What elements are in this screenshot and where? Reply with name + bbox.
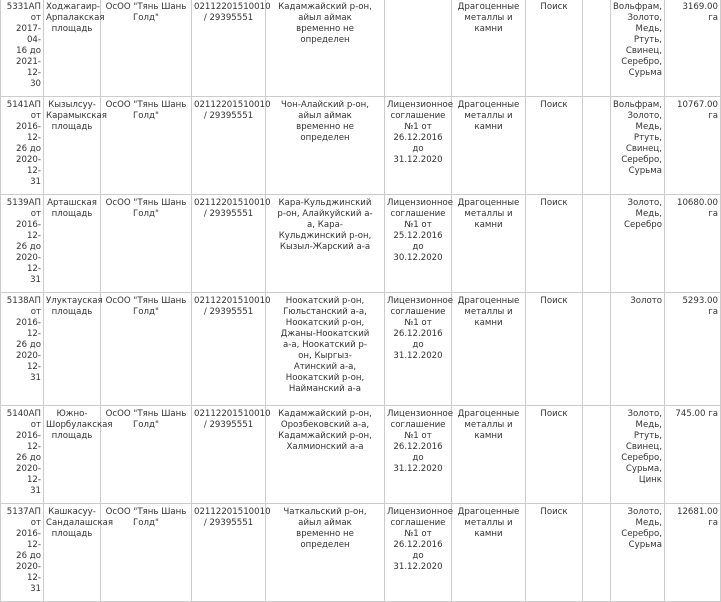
mineral-type-cell: Драгоценные металлы и камни [452,406,526,504]
location-cell: Кадамжайский р-он, айыл аймак временно не определен [266,0,385,97]
company-cell: ОсОО "Тянь Шань Голд" [101,406,192,504]
inn-cell: 02112201510010 / 29395551 [192,0,266,97]
location-cell: Кадамжайский р-он, Орозбековский а-а, Кадамжайский р-он, Халмионский а-а [266,406,385,504]
area-name-cell: Южно- Шорбулакская площадь [44,406,101,504]
area-name-cell: Кашкасуу- Сандалашская площадь [44,504,101,602]
empty-cell [583,406,611,504]
company-cell: ОсОО "Тянь Шань Голд" [101,97,192,195]
area-name-cell: Арташская площадь [44,195,101,293]
location-cell: Чаткальский р-он, айыл аймак временно не определен [266,504,385,602]
table-row [1,195,721,293]
stage-cell: Поиск [526,195,583,293]
license-number-cell: 5139АП от 2016-12- 26 до 2020-12- 31 [1,195,44,293]
components-cell: Золото, Медь, Серебро, Сурьма [611,504,665,602]
agreement-cell: Лицензионное соглашение №1 от 26.12.2016 до 31.12.2020 [385,406,452,504]
empty-cell [583,97,611,195]
stage-cell: Поиск [526,293,583,406]
area-name-cell: Ходжагаир- Арпалакская площадь [44,0,101,97]
mineral-type-cell: Драгоценные металлы и камни [452,195,526,293]
table-row [1,504,721,602]
mineral-type-cell: Драгоценные металлы и камни [452,0,526,97]
components-cell: Вольфрам, Золото, Медь, Ртуть, Свинец, Серебро, Сурьма [611,0,665,97]
area-size-cell: 10680.00 га [665,195,721,293]
mineral-type-cell: Драгоценные металлы и камни [452,504,526,602]
agreement-cell: Лицензионное соглашение №1 от 26.12.2016 до 31.12.2020 [385,97,452,195]
area-size-cell: 3169.00 га [665,0,721,97]
license-number-cell: 5140АП от 2016-12- 26 до 2020-12- 31 [1,406,44,504]
company-cell: ОсОО "Тянь Шань Голд" [101,0,192,97]
empty-cell [583,504,611,602]
license-number-cell: 5138АП от 2016-12- 26 до 2020-12- 31 [1,293,44,406]
area-name-cell: Кызылсуу- Карамыкская площадь [44,97,101,195]
stage-cell: Поиск [526,97,583,195]
components-cell: Золото, Медь, Ртуть, Свинец, Серебро, Сурьма, Цинк [611,406,665,504]
mineral-type-cell: Драгоценные металлы и камни [452,293,526,406]
license-number-cell: 5141АП от 2016-12- 26 до 2020-12- 31 [1,97,44,195]
area-name-cell: Улуктауская площадь [44,293,101,406]
components-cell: Вольфрам, Золото, Медь, Ртуть, Свинец, Серебро, Сурьма [611,97,665,195]
components-cell: Золото, Медь, Серебро [611,195,665,293]
area-size-cell: 5293.00 га [665,293,721,406]
agreement-cell [385,0,452,97]
company-cell: ОсОО "Тянь Шань Голд" [101,293,192,406]
inn-cell: 02112201510010 / 29395551 [192,97,266,195]
agreement-cell: Лицензионное соглашение №1 от 26.12.2016 до 31.12.2020 [385,293,452,406]
inn-cell: 02112201510010 / 29395551 [192,406,266,504]
table-row [1,293,721,406]
company-cell: ОсОО "Тянь Шань Голд" [101,504,192,602]
components-cell: Золото [611,293,665,406]
location-cell: Чон-Алайский р-он, айыл аймак временно не определен [266,97,385,195]
empty-cell [583,195,611,293]
area-size-cell: 10767.00 га [665,97,721,195]
empty-cell [583,0,611,97]
mineral-type-cell: Драгоценные металлы и камни [452,97,526,195]
license-number-cell: 5331АП от 2017-04- 16 до 2021-12- 30 [1,0,44,97]
company-cell: ОсОО "Тянь Шань Голд" [101,195,192,293]
agreement-cell: Лицензионное соглашение №1 от 25.12.2016 до 30.12.2020 [385,195,452,293]
empty-cell [583,293,611,406]
stage-cell: Поиск [526,504,583,602]
table-row [1,406,721,504]
location-cell: Кара-Кульджинский р-он, Алайкуйский а- а, Кара- Кульджинский р-он, Кызыл-Жарский а-а [266,195,385,293]
stage-cell: Поиск [526,0,583,97]
inn-cell: 02112201510010 / 29395551 [192,293,266,406]
area-size-cell: 12681.00 га [665,504,721,602]
license-number-cell: 5137АП от 2016-12- 26 до 2020-12- 31 [1,504,44,602]
agreement-cell: Лицензионное соглашение №1 от 26.12.2016 до 31.12.2020 [385,504,452,602]
table-row [1,0,721,97]
stage-cell: Поиск [526,406,583,504]
location-cell: Ноокатский р-он, Гюльстанский а-а, Ноокатский р-он, Джаны-Ноокатский а-а, Ноокатский р- он, Кыргыз- Атинский а-а, Ноокатский р-он, Найманский а-а [266,293,385,406]
area-size-cell: 745.00 га [665,406,721,504]
table-row [1,97,721,195]
inn-cell: 02112201510010 / 29395551 [192,504,266,602]
inn-cell: 02112201510010 / 29395551 [192,195,266,293]
